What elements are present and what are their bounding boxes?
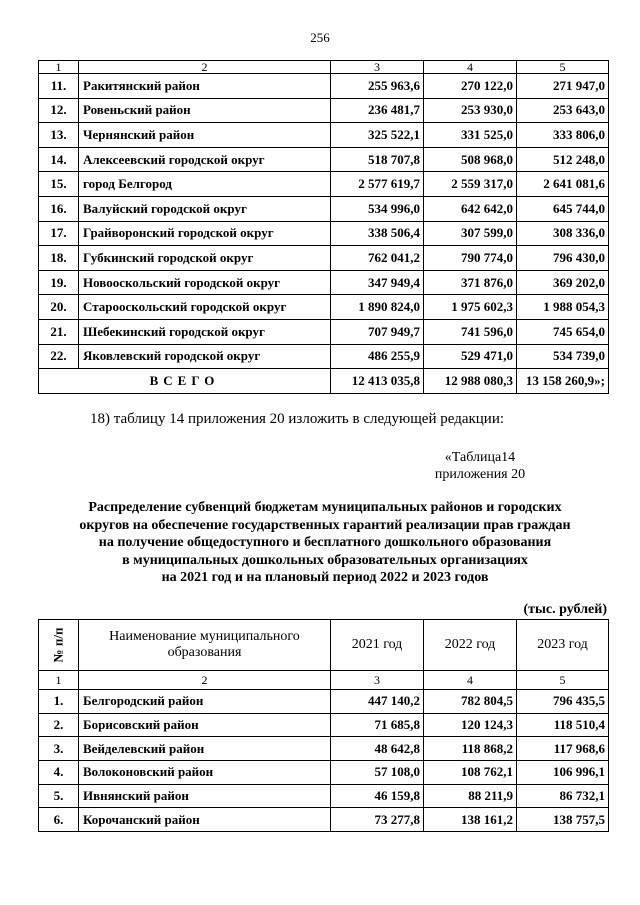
row-number: 3.	[39, 737, 79, 761]
title-line: на получение общедоступного и бесплатного дошкольного образования	[98, 535, 552, 550]
municipality-name: Волоконовский район	[79, 761, 331, 785]
column-number: 4	[424, 671, 517, 690]
row-number: 12.	[39, 98, 79, 123]
municipality-name: Чернянский район	[79, 123, 331, 148]
value-2022: 371 876,0	[424, 270, 517, 295]
table-row	[39, 172, 609, 197]
value-2021: 236 481,7	[331, 98, 424, 123]
column-number: 5	[517, 671, 609, 690]
value-2022: 108 762,1	[424, 761, 517, 785]
table-row	[39, 737, 609, 761]
row-number: 1.	[39, 690, 79, 714]
value-2023: 2 641 081,6	[517, 172, 609, 197]
value-2022: 782 804,5	[424, 690, 517, 714]
table-row	[39, 319, 609, 344]
subventions-table	[38, 619, 609, 832]
title-line: в муниципальных дошкольных образовательных организациях	[122, 552, 528, 568]
value-2023: 118 510,4	[517, 713, 609, 737]
row-number: 17.	[39, 221, 79, 246]
municipality-name: Ровеньский район	[79, 98, 331, 123]
value-2021: 325 522,1	[331, 123, 424, 148]
value-2023: 796 435,5	[517, 690, 609, 714]
row-number: 4.	[39, 761, 79, 785]
value-2021: 338 506,4	[331, 221, 424, 246]
value-2022: 642 642,0	[424, 196, 517, 221]
column-number-row	[39, 61, 609, 74]
table-row	[39, 784, 609, 808]
table-row	[39, 344, 609, 369]
table-row	[39, 808, 609, 832]
row-number: 15.	[39, 172, 79, 197]
title-line: округов на обеспечение государственных гарантий реализации прав граждан	[79, 517, 571, 533]
total-2022: 12 988 080,3	[424, 369, 517, 394]
districts-table-continued	[38, 60, 609, 394]
value-2023: 308 336,0	[517, 221, 609, 246]
value-2022: 508 968,0	[424, 147, 517, 172]
value-2022: 1 975 602,3	[424, 295, 517, 320]
value-2022: 790 774,0	[424, 246, 517, 271]
row-number: 11.	[39, 74, 79, 99]
column-number: 1	[39, 61, 79, 74]
row-number: 19.	[39, 270, 79, 295]
column-number: 2	[79, 671, 331, 690]
municipality-name: Яковлевский городской округ	[79, 344, 331, 369]
table-caption-line: приложения 20	[434, 467, 526, 482]
municipality-name: Новооскольский городской округ	[79, 270, 331, 295]
total-2021: 12 413 035,8	[331, 369, 424, 394]
municipality-name: Шебекинский городской округ	[79, 319, 331, 344]
amendment-paragraph: 18) таблицу 14 приложения 20 изложить в следующей редакции:	[90, 411, 505, 427]
value-2023: 138 757,5	[517, 808, 609, 832]
header-num-label: № п/п	[50, 627, 66, 662]
column-header-row	[39, 620, 609, 671]
table-row	[39, 270, 609, 295]
value-2021: 762 041,2	[331, 246, 424, 271]
municipality-name: Ивнянский район	[79, 784, 331, 808]
page-number: 256	[310, 30, 330, 45]
value-2021: 46 159,8	[331, 784, 424, 808]
header-2021: 2021 год	[331, 620, 424, 671]
row-number: 6.	[39, 808, 79, 832]
row-number: 20.	[39, 295, 79, 320]
header-2022: 2022 год	[424, 620, 517, 671]
total-label: ВСЕГО	[39, 369, 331, 394]
value-2022: 2 559 317,0	[424, 172, 517, 197]
municipality-name: Валуйский городской округ	[79, 196, 331, 221]
value-2022: 120 124,3	[424, 713, 517, 737]
municipality-name: Корочанский район	[79, 808, 331, 832]
municipality-name: Губкинский городской округ	[79, 246, 331, 271]
value-2021: 707 949,7	[331, 319, 424, 344]
row-number: 2.	[39, 713, 79, 737]
value-2021: 73 277,8	[331, 808, 424, 832]
title-line: на 2021 год и на плановый период 2022 и 2023 годов	[161, 570, 489, 585]
value-2021: 447 140,2	[331, 690, 424, 714]
row-number: 22.	[39, 344, 79, 369]
column-number: 1	[39, 671, 79, 690]
value-2023: 1 988 054,3	[517, 295, 609, 320]
value-2023: 512 248,0	[517, 147, 609, 172]
row-number: 5.	[39, 784, 79, 808]
value-2022: 88 211,9	[424, 784, 517, 808]
table-row	[39, 761, 609, 785]
value-2022: 529 471,0	[424, 344, 517, 369]
value-2023: 253 643,0	[517, 98, 609, 123]
value-2023: 369 202,0	[517, 270, 609, 295]
value-2023: 796 430,0	[517, 246, 609, 271]
municipality-name: Белгородский район	[79, 690, 331, 714]
value-2022: 307 599,0	[424, 221, 517, 246]
value-2022: 253 930,0	[424, 98, 517, 123]
value-2023: 534 739,0	[517, 344, 609, 369]
table-row	[39, 98, 609, 123]
row-number: 14.	[39, 147, 79, 172]
value-2021: 347 949,4	[331, 270, 424, 295]
table-row	[39, 713, 609, 737]
header-2023: 2023 год	[517, 620, 609, 671]
value-2023: 645 744,0	[517, 196, 609, 221]
row-number: 16.	[39, 196, 79, 221]
column-number-row	[39, 671, 609, 690]
value-2022: 138 161,2	[424, 808, 517, 832]
value-2023: 745 654,0	[517, 319, 609, 344]
value-2023: 271 947,0	[517, 74, 609, 99]
municipality-name: город Белгород	[79, 172, 331, 197]
value-2021: 1 890 824,0	[331, 295, 424, 320]
total-2023: 13 158 260,9»;	[517, 369, 609, 394]
table-caption-line: «Таблица14	[444, 450, 516, 465]
municipality-name: Ракитянский район	[79, 74, 331, 99]
municipality-name: Старооскольский городской округ	[79, 295, 331, 320]
value-2023: 86 732,1	[517, 784, 609, 808]
value-2022: 741 596,0	[424, 319, 517, 344]
row-number: 13.	[39, 123, 79, 148]
value-2021: 57 108,0	[331, 761, 424, 785]
row-number: 18.	[39, 246, 79, 271]
table-row	[39, 246, 609, 271]
table-row	[39, 123, 609, 148]
value-2021: 518 707,8	[331, 147, 424, 172]
column-number: 3	[331, 61, 424, 74]
value-2023: 333 806,0	[517, 123, 609, 148]
municipality-name: Борисовский район	[79, 713, 331, 737]
units-label: (тыс. рублей)	[523, 602, 607, 617]
column-number: 5	[517, 61, 609, 74]
value-2021: 534 996,0	[331, 196, 424, 221]
table-row	[39, 221, 609, 246]
row-number: 21.	[39, 319, 79, 344]
value-2021: 486 255,9	[331, 344, 424, 369]
value-2021: 255 963,6	[331, 74, 424, 99]
table-row	[39, 74, 609, 99]
value-2021: 48 642,8	[331, 737, 424, 761]
value-2023: 117 968,6	[517, 737, 609, 761]
header-num	[39, 620, 79, 671]
column-number: 4	[424, 61, 517, 74]
value-2023: 106 996,1	[517, 761, 609, 785]
table-row	[39, 196, 609, 221]
value-2021: 71 685,8	[331, 713, 424, 737]
table-row	[39, 295, 609, 320]
title-line: Распределение субвенций бюджетам муниципальных районов и городских	[88, 500, 562, 515]
table-row	[39, 147, 609, 172]
total-row	[39, 369, 609, 394]
municipality-name: Грайворонский городской округ	[79, 221, 331, 246]
value-2022: 118 868,2	[424, 737, 517, 761]
column-number: 3	[331, 671, 424, 690]
column-number: 2	[79, 61, 331, 74]
header-name: Наименование муниципального образования	[79, 620, 331, 671]
value-2021: 2 577 619,7	[331, 172, 424, 197]
value-2022: 331 525,0	[424, 123, 517, 148]
table-title	[40, 499, 610, 587]
municipality-name: Вейделевский район	[79, 737, 331, 761]
value-2022: 270 122,0	[424, 74, 517, 99]
municipality-name: Алексеевский городской округ	[79, 147, 331, 172]
table-row	[39, 690, 609, 714]
